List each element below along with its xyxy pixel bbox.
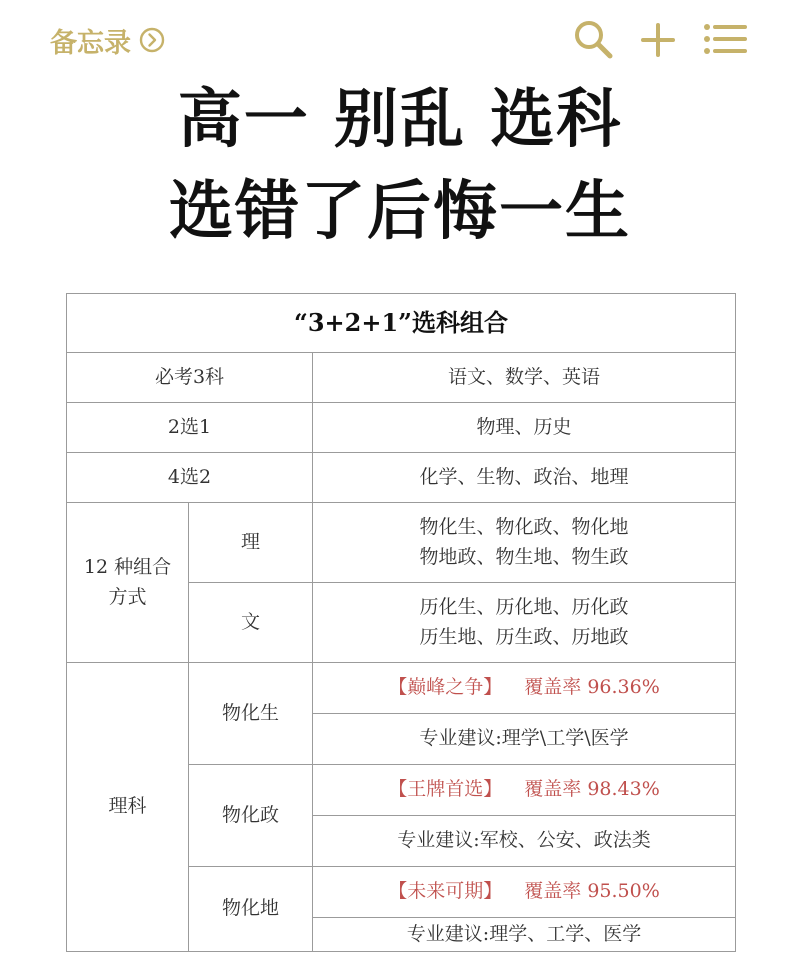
science-combos-line-1: 物化生、物化政、物化地	[419, 516, 629, 539]
search-icon[interactable]	[572, 18, 614, 60]
detail-advice-1: 专业建议:理学\工学\医学	[313, 714, 736, 765]
detail-rate-3: 95.50%	[587, 880, 660, 903]
detail-rate-label-3: 覆盖率	[524, 880, 582, 903]
row-value-required: 语文、数学、英语	[313, 353, 736, 403]
detail-rate-2: 98.43%	[587, 778, 660, 801]
detail-group-label: 理科	[67, 663, 189, 952]
detail-rate-label-2: 覆盖率	[524, 778, 582, 801]
detail-tag-1: 【巅峰之争】	[388, 676, 503, 699]
detail-rate-label-1: 覆盖率	[524, 676, 582, 699]
chevron-right-circle-icon	[139, 27, 165, 53]
combo-count-label	[67, 503, 189, 663]
row-label-choose-one: 2选1	[67, 403, 313, 453]
detail-combo-1: 物化生	[189, 663, 313, 765]
detail-combo-3: 物化地	[189, 867, 313, 952]
headline-line-1: 高一 别乱 选科	[177, 83, 623, 157]
table-row	[67, 353, 736, 403]
table-row	[67, 453, 736, 503]
liberal-combos-line-2: 历生地、历生政、历地政	[419, 625, 629, 648]
science-label: 理	[189, 503, 313, 583]
detail-combo-2: 物化政	[189, 765, 313, 867]
combo-label-line-1: 12 种组合	[83, 556, 172, 579]
plus-icon[interactable]	[640, 22, 676, 58]
detail-rate-1: 96.36%	[587, 676, 660, 699]
table-row	[67, 403, 736, 453]
row-label-required: 必考3科	[67, 353, 313, 403]
liberal-label: 文	[189, 583, 313, 663]
row-value-choose-one: 物理、历史	[313, 403, 736, 453]
list-icon[interactable]	[703, 22, 747, 56]
combo-label-line-2: 方式	[108, 585, 147, 608]
table-row	[67, 663, 736, 714]
row-value-choose-two: 化学、生物、政治、地理	[313, 453, 736, 503]
detail-tag-2: 【王牌首选】	[388, 778, 503, 801]
science-combos-line-2: 物地政、物生地、物生政	[419, 545, 629, 568]
detail-tag-row-2	[313, 765, 736, 816]
headline-line-2: 选错了后悔一生	[169, 175, 631, 249]
detail-advice-3: 专业建议:理学、工学、医学	[313, 918, 736, 952]
liberal-combos-line-1: 历化生、历化地、历化政	[419, 596, 629, 619]
back-label: 备忘录	[50, 27, 131, 59]
table-row	[67, 503, 736, 583]
top-bar	[0, 0, 800, 80]
detail-tag-row-3	[313, 867, 736, 918]
back-to-notes-button[interactable]	[50, 20, 165, 60]
detail-tag-row-1	[313, 663, 736, 714]
row-label-choose-two: 4选2	[67, 453, 313, 503]
liberal-combos	[313, 583, 736, 663]
subject-selection-table	[66, 293, 736, 952]
detail-advice-2: 专业建议:军校、公安、政法类	[313, 816, 736, 867]
table-title: “3+2+1”选科组合	[67, 294, 736, 353]
detail-tag-3: 【未来可期】	[388, 880, 503, 903]
science-combos	[313, 503, 736, 583]
